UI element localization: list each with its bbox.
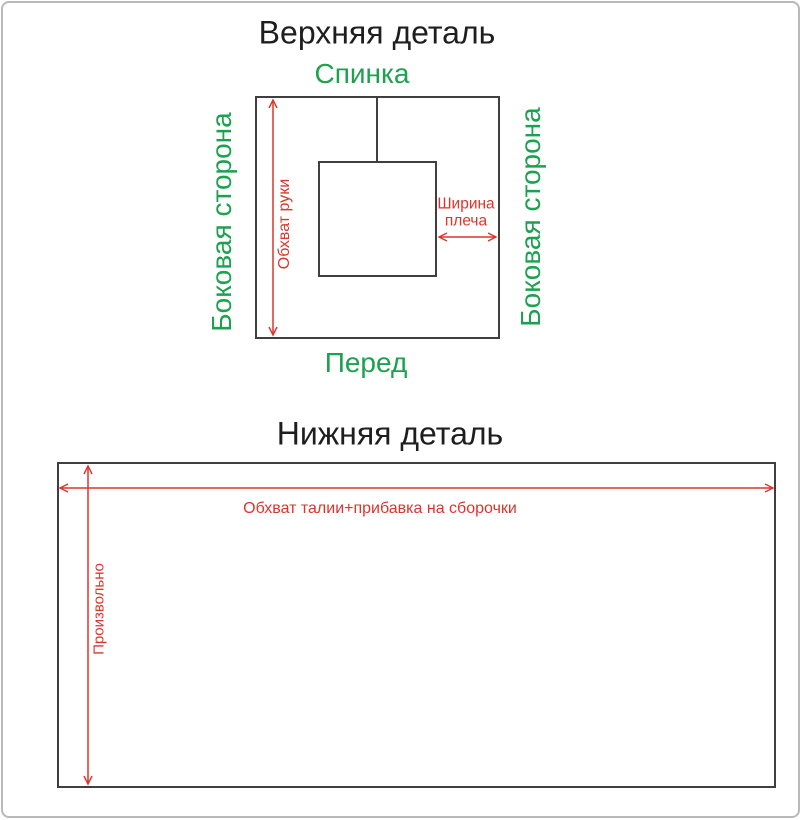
upper-inner-square xyxy=(318,161,437,277)
back-divider-line xyxy=(376,96,378,162)
waist-dimension-label: Обхват талии+прибавка на сборочки xyxy=(243,500,517,517)
back-label: Спинка xyxy=(314,58,410,89)
height-dimension-label: Произвольно xyxy=(90,563,108,655)
arm-dimension-label: Обхват руки xyxy=(276,178,293,270)
lower-piece-title: Нижняя деталь xyxy=(276,415,504,452)
front-label: Перед xyxy=(324,347,408,378)
upper-piece-title: Верхняя деталь xyxy=(258,14,496,51)
shoulder-dimension-label: Ширина плеча xyxy=(437,195,495,230)
right-side-label: Боковая сторона xyxy=(515,107,546,327)
left-side-label: Боковая сторона xyxy=(206,112,237,332)
